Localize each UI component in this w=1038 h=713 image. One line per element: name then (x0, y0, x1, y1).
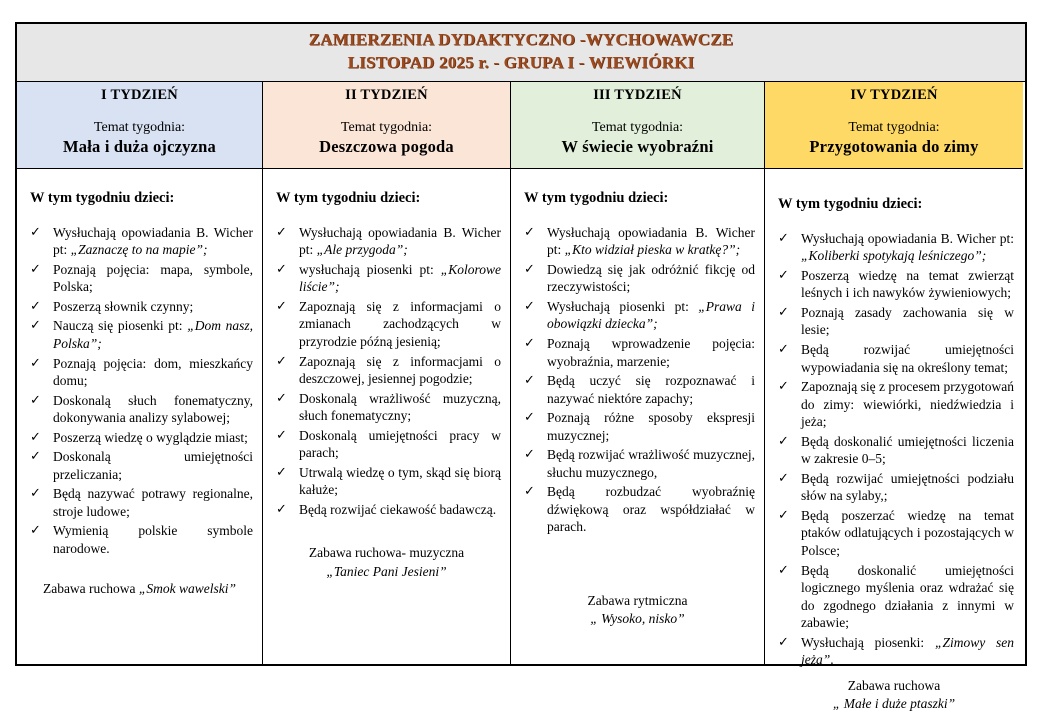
objective-item (520, 372, 755, 407)
item-text: Utrwalą wiedzę o tym, skąd się biorą kałuże; (299, 464, 501, 498)
week-items-2 (272, 224, 501, 519)
item-text: Poszerzą wiedzę na temat zwierząt leśnych i ich nawyków żywieniowych; (801, 267, 1014, 301)
objective-item (272, 224, 501, 259)
checkmark-icon: ✓ (276, 223, 287, 239)
objective-item (520, 224, 755, 259)
item-text: . (830, 652, 834, 668)
item-text: Wymienią polskie symbole narodowe. (53, 523, 253, 557)
item-text: Będą rozwijać ciekawość badawczą. (299, 501, 497, 517)
week-2-body (263, 169, 511, 664)
item-text: Wysłuchają opowiadania B. Wicher pt: (801, 230, 1014, 246)
item-title-text: „Dom nasz, Polska”; (53, 318, 254, 351)
checkmark-icon: ✓ (524, 409, 535, 425)
item-text: Wysłuchają opowiadania B. Wicher pt: (53, 224, 253, 258)
objective-item (774, 304, 1014, 339)
item-text: Będą rozwijać wrażliwość muzycznej, słuchu muzycznego, (547, 447, 755, 480)
checkmark-icon: ✓ (30, 485, 41, 501)
item-text: Doskonalą umiejętności przeliczania; (53, 449, 253, 482)
item-text: Doskonalą wrażliwość muzyczną, słuch fonematyczny; (299, 390, 501, 424)
title-line-2: LISTOPAD 2025 r. - GRUPA I - WIEWIÓRKI (347, 52, 695, 72)
week-footer-2 (272, 544, 501, 580)
week-1-temat-label: Temat tygodnia: (93, 119, 186, 135)
item-text: Będą rozwijać umiejętności wypowiadania się na określony temat; (801, 342, 1014, 375)
week-footer-4 (774, 677, 1014, 713)
item-text: Będą uczyć się rozpoznawać i nazywać niektóre zapachy; (547, 373, 755, 406)
item-text: Zapoznają się z procesem przygotowań do zimy: wiewiórki, niedźwiedzia i jeża; (801, 379, 1014, 430)
item-text: Wysłuchają piosenki: (801, 634, 935, 650)
objective-item (26, 355, 253, 390)
checkmark-icon: ✓ (778, 432, 789, 448)
objective-item (774, 470, 1014, 505)
checkmark-icon: ✓ (30, 428, 41, 444)
plan-table (15, 22, 1027, 712)
item-text: Poznają zasady zachowania się w lesie; (801, 304, 1014, 338)
activity-line (520, 610, 755, 628)
activity-line (774, 695, 1014, 713)
item-text: Będą doskonalić umiejętności logicznego myślenia oraz wdrażać się do zgodnego działania z innymi w zabawie; (801, 562, 1014, 631)
objective-item (774, 230, 1014, 265)
week-body-row (17, 169, 1025, 712)
week-header-row (17, 82, 1025, 169)
week-3-name: III TYDZIEŃ (593, 86, 682, 103)
item-title-text: „Taniec Pani Jesieni” (326, 563, 447, 579)
item-text: wysłuchają piosenki pt: (299, 261, 441, 277)
week-4-body (765, 169, 1023, 712)
item-text: Wysłuchają opowiadania B. Wicher pt: (547, 224, 755, 258)
item-text: Dowiedzą się jak odróżnić fikcję od rzeczywistości; (547, 261, 755, 295)
week-1-intro: W tym tygodniu dzieci: (30, 189, 175, 206)
objective-item (26, 429, 253, 447)
objective-item (272, 464, 501, 499)
objective-item (26, 485, 253, 520)
week-1-name: I TYDZIEŃ (101, 86, 178, 103)
objective-item (26, 448, 253, 483)
week-4-intro: W tym tygodniu dzieci: (778, 195, 923, 212)
item-text: Wysłuchają piosenki pt: (547, 298, 699, 314)
objective-item (26, 317, 253, 352)
item-text: Poszerzą wiedzę o wyglądzie miast; (53, 429, 248, 445)
table-title-block (17, 24, 1025, 82)
checkmark-icon: ✓ (778, 378, 789, 394)
objective-item (272, 298, 501, 351)
week-1-header (17, 82, 263, 169)
item-text: Wysłuchają opowiadania B. Wicher pt: (299, 224, 501, 258)
item-text: Zabawa ruchowa- muzyczna (308, 545, 465, 561)
item-text: Zabawa ruchowa (42, 580, 139, 596)
week-1-body (17, 169, 263, 664)
objective-item (272, 261, 501, 296)
objective-item (26, 298, 253, 316)
checkmark-icon: ✓ (276, 352, 287, 368)
week-3-temat-label: Temat tygodnia: (591, 119, 684, 135)
checkmark-icon: ✓ (30, 522, 41, 538)
checkmark-icon: ✓ (778, 341, 789, 356)
week-4-temat-label: Temat tygodnia: (848, 119, 940, 135)
objective-item (520, 483, 755, 536)
week-4-name: IV TYDZIEŃ (850, 86, 938, 103)
activity-line (774, 677, 1014, 695)
checkmark-icon: ✓ (30, 354, 41, 370)
week-items-4 (774, 230, 1014, 669)
week-2-topic: Deszczowa pogoda (319, 136, 454, 156)
week-2-name: II TYDZIEŃ (345, 86, 428, 103)
item-text: Będą doskonalić umiejętności liczenia w zakresie 0–5; (801, 433, 1014, 467)
item-text: Poznają pojęcia: mapa, symbole, Polska; (53, 261, 253, 295)
checkmark-icon: ✓ (30, 317, 41, 333)
week-footer-1 (26, 580, 253, 598)
objective-item (272, 501, 501, 519)
item-title-text: „Koliberki spotykają leśniczego”; (801, 248, 987, 264)
checkmark-icon: ✓ (276, 389, 287, 405)
activity-line (272, 563, 501, 581)
checkmark-icon: ✓ (276, 297, 287, 313)
item-title-text: „ Wysoko, nisko” (590, 611, 685, 627)
objective-item (26, 261, 253, 296)
objective-item (774, 634, 1014, 669)
objective-item (272, 390, 501, 425)
checkmark-icon: ✓ (30, 391, 41, 407)
objective-item (774, 267, 1014, 302)
item-text: Poszerzą słownik czynny; (53, 298, 194, 314)
week-3-body (511, 169, 765, 664)
item-text: Poznają pojęcia: dom, mieszkańcy domu; (53, 355, 253, 389)
item-title-text: „Ale przygoda”; (316, 242, 408, 258)
title-line-1: ZAMIERZENIA DYDAKTYCZNO -WYCHOWAWCZE (308, 30, 734, 49)
checkmark-icon: ✓ (30, 448, 41, 464)
item-title-text: „Zimowy sen jeża” (801, 634, 1014, 668)
item-text: Będą poszerzać wiedzę na temat ptaków odlatujących i pozostających w Polsce; (801, 507, 1014, 559)
week-3-topic: W świecie wyobraźni (561, 136, 714, 156)
checkmark-icon: ✓ (524, 483, 535, 499)
objective-item (774, 341, 1014, 376)
checkmark-icon: ✓ (276, 426, 287, 442)
item-text: Zapoznają się z informacjami o zmianach zachodzących w przyrodzie późną jesienią; (299, 298, 501, 349)
objective-item (774, 507, 1014, 560)
item-title-text: „Kolorowe liście”; (299, 261, 501, 295)
item-text: Doskonalą słuch fonematyczny, dokonywania analizy sylabowej; (53, 392, 253, 426)
item-title-text: „ Małe i duże ptaszki” (832, 696, 956, 712)
objective-item (520, 298, 755, 333)
objective-item (520, 409, 755, 444)
checkmark-icon: ✓ (524, 446, 535, 462)
item-text: Będą rozbudzać wyobraźnię dźwiękową oraz współdziałać w parach. (547, 484, 755, 535)
week-2-intro: W tym tygodniu dzieci: (276, 189, 421, 206)
item-text: Zabawa ruchowa (847, 677, 941, 693)
checkmark-icon: ✓ (778, 469, 789, 485)
activity-line (26, 580, 253, 598)
week-footer-3 (520, 592, 755, 628)
checkmark-icon: ✓ (524, 260, 535, 276)
week-3-header (511, 82, 765, 169)
item-title-text: „Zaznaczę to na mapie”; (70, 242, 208, 258)
item-text: Będą rozwijać umiejętności podziału słów na sylaby,; (801, 470, 1014, 504)
checkmark-icon: ✓ (30, 223, 41, 239)
week-4-header (765, 82, 1023, 169)
item-title-text: „Prawa i obowiązki dziecka”; (547, 298, 755, 332)
checkmark-icon: ✓ (778, 633, 789, 649)
objective-item (272, 427, 501, 462)
checkmark-icon: ✓ (276, 260, 287, 276)
objective-item (774, 562, 1014, 632)
item-text: Będą nazywać potrawy regionalne, stroje ludowe; (53, 486, 253, 519)
checkmark-icon: ✓ (778, 561, 789, 577)
checkmark-icon: ✓ (524, 335, 535, 350)
item-text: Nauczą się piosenki pt: (53, 318, 188, 334)
objective-item (26, 392, 253, 427)
week-1-topic: Mała i duża ojczyzna (63, 136, 216, 156)
activity-line (272, 544, 501, 562)
checkmark-icon: ✓ (524, 223, 535, 239)
item-title-text: „Smok wawelski” (138, 580, 237, 596)
item-text: Poznają wprowadzenie pojęcia: wyobraźnia, marzenie; (547, 336, 755, 369)
checkmark-icon: ✓ (276, 500, 287, 516)
checkmark-icon: ✓ (524, 297, 535, 313)
checkmark-icon: ✓ (30, 260, 41, 276)
item-text: Poznają różne sposoby ekspresji muzycznej; (547, 410, 755, 443)
week-items-3 (520, 224, 755, 536)
objective-item (520, 335, 755, 370)
item-title-text: „Kto widział pieska w kratkę?”; (564, 242, 741, 258)
objective-item (520, 261, 755, 296)
week-3-intro: W tym tygodniu dzieci: (524, 189, 669, 206)
checkmark-icon: ✓ (524, 372, 535, 388)
week-items-1 (26, 224, 253, 558)
objective-item (26, 224, 253, 259)
week-4-topic: Przygotowania do zimy (809, 136, 979, 156)
objective-item (520, 446, 755, 481)
objective-item (774, 378, 1014, 431)
checkmark-icon: ✓ (778, 303, 789, 319)
item-text: Zabawa rytmiczna (587, 593, 688, 609)
checkmark-icon: ✓ (778, 229, 789, 245)
week-2-temat-label: Temat tygodnia: (340, 119, 433, 135)
objective-item (774, 433, 1014, 468)
activity-line (520, 592, 755, 610)
checkmark-icon: ✓ (778, 266, 789, 282)
week-2-header (263, 82, 511, 169)
checkmark-icon: ✓ (30, 297, 41, 313)
checkmark-icon: ✓ (276, 463, 287, 479)
item-text: Zapoznają się z informacjami o deszczowej, jesiennej pogodzie; (299, 353, 501, 387)
objective-item (26, 522, 253, 557)
objective-item (272, 353, 501, 388)
checkmark-icon: ✓ (778, 506, 789, 522)
item-text: Doskonalą umiejętności pracy w parach; (299, 427, 501, 461)
